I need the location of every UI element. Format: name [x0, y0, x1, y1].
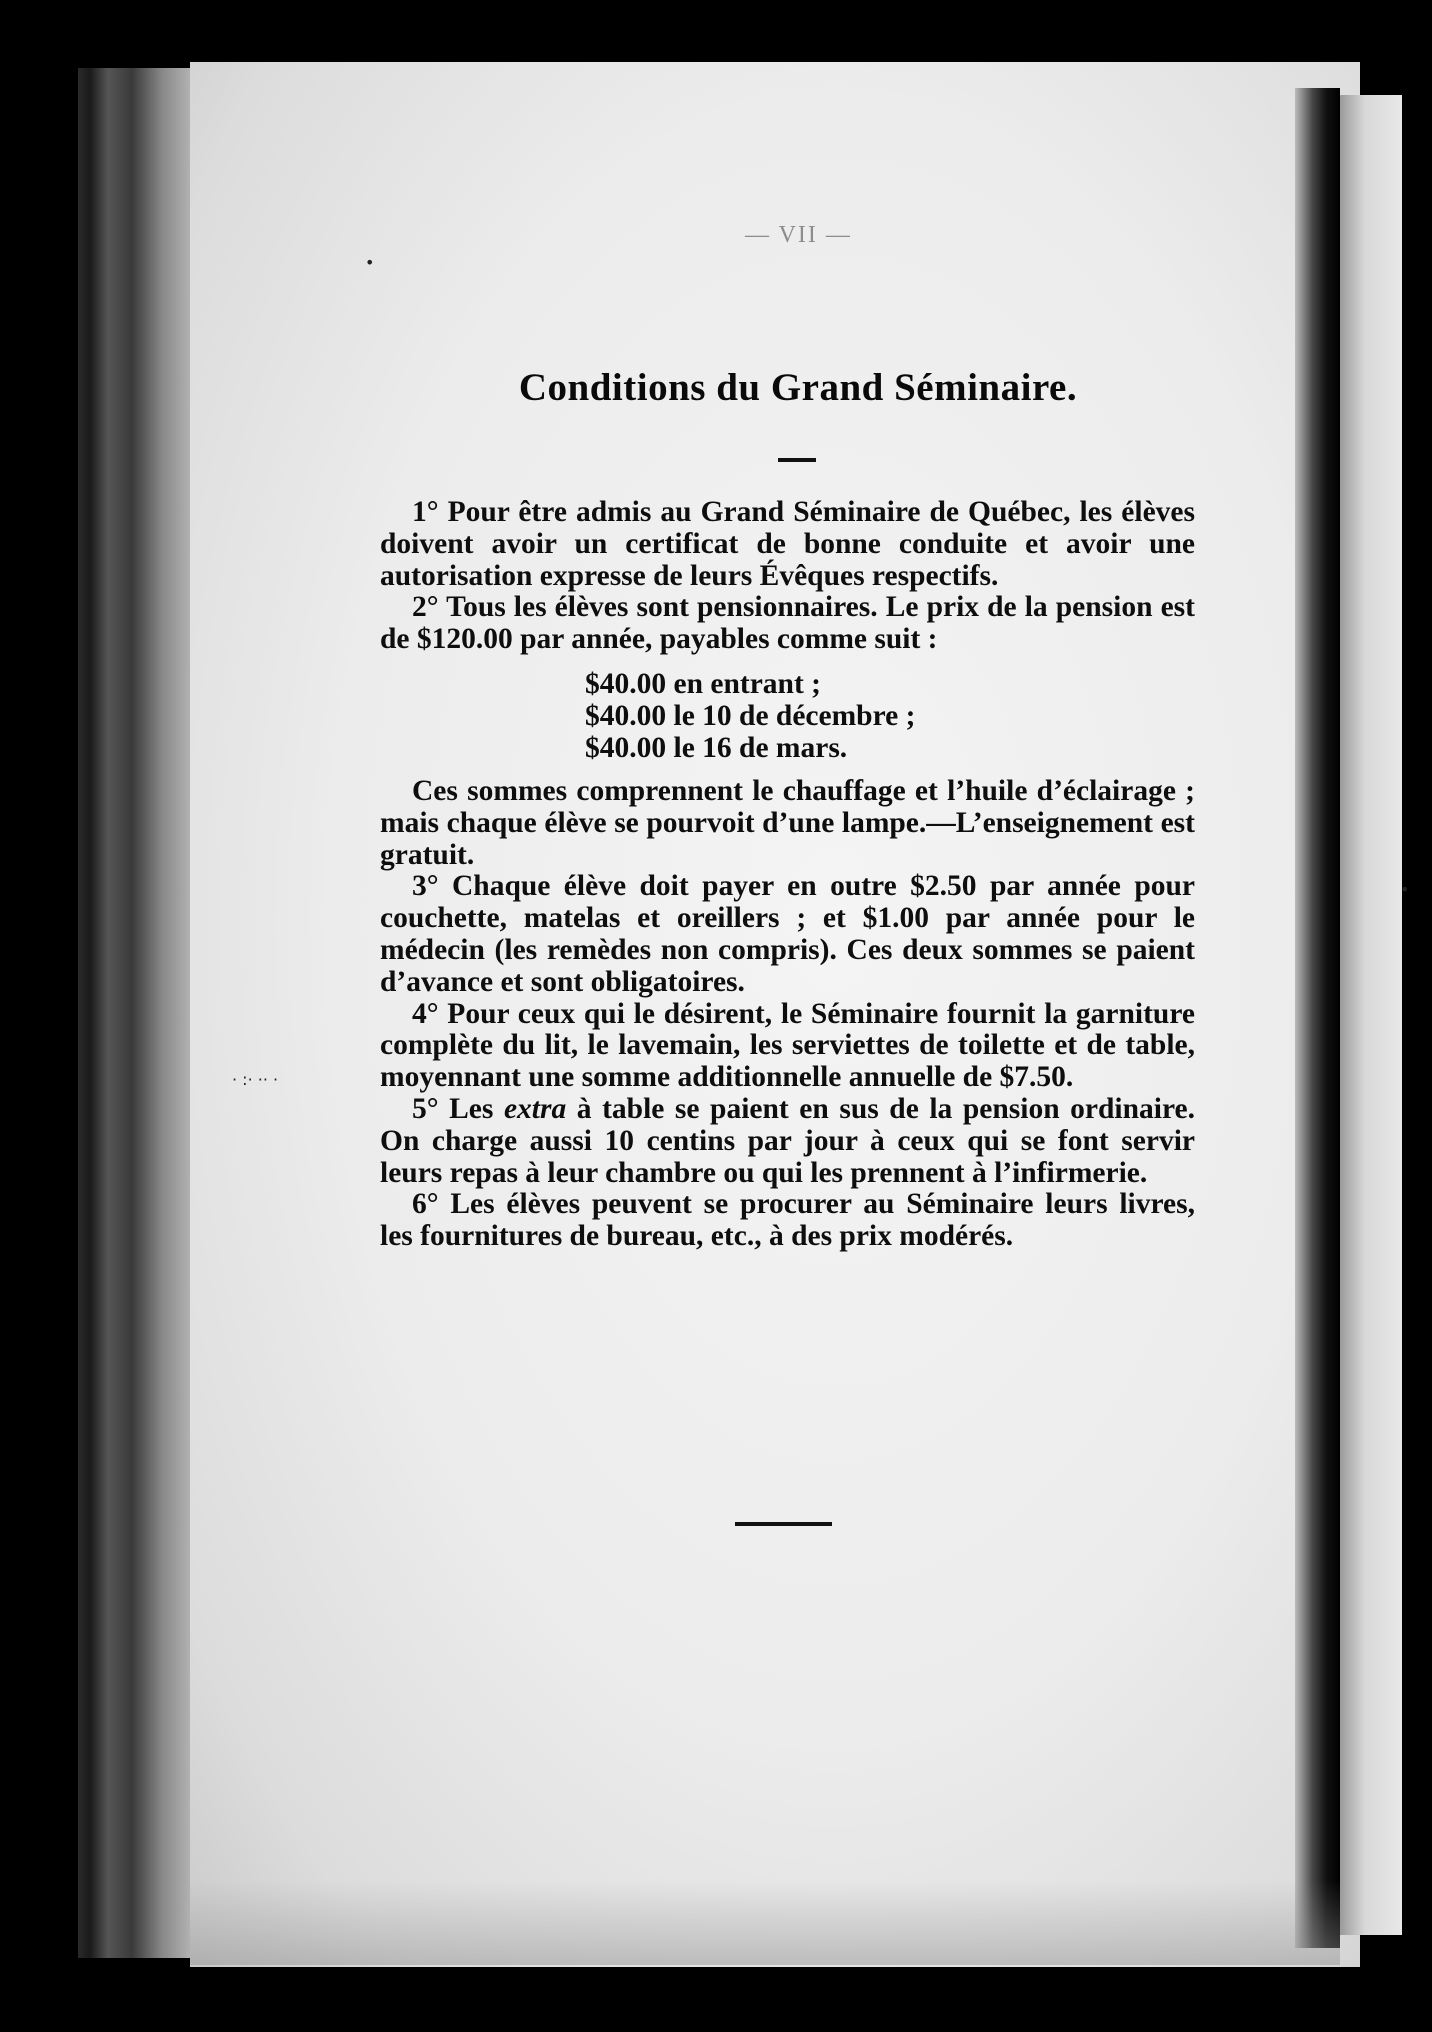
- paragraph-supplies: 6° Les élèves peuvent se procurer au Séminaire leurs livres, les fournitures de bureau, etc., à des prix modérés.: [380, 1188, 1195, 1253]
- paragraph-bedding: 4° Pour ceux qui le désirent, le Séminaire fournit la garniture complète du lit, le lavemain, les serviettes de toilette et de table, moyennant une somme additionnelle annuelle de $7.50.: [380, 997, 1195, 1094]
- title-rule: [778, 458, 816, 462]
- page-title: Conditions du Grand Séminaire.: [518, 366, 1078, 409]
- page-bottom-shadow: [190, 1880, 1340, 1965]
- meals-extra-italic: extra: [503, 1092, 567, 1125]
- page-edge-shadow: [1295, 88, 1340, 1948]
- meals-suffix: à table se paient en sus de la pension ordinaire. On charge aussi 10 centins par jour à ceux qui se font servir leurs repas à leur chambre ou qui les prennent à l’infirmerie.: [380, 1092, 1195, 1189]
- running-head: — VII —: [745, 222, 852, 248]
- meals-prefix: 5° Les: [412, 1092, 504, 1125]
- paragraph-pension: 2° Tous les élèves sont pensionnaires. Le prix de la pension est de $120.00 par année, payables comme suit :: [380, 591, 1195, 656]
- facing-page-edge: [1340, 95, 1402, 1935]
- scan-speck: •: [1400, 880, 1410, 899]
- end-rule: [735, 1522, 832, 1526]
- body-text: [380, 497, 1195, 1253]
- book-gutter: [78, 68, 198, 1958]
- scan-specks: · :· ·· ·: [232, 1070, 279, 1089]
- paragraph-extra-fees: 3° Chaque élève doit payer en outre $2.50 par année pour couchette, matelas et oreillers ; et $1.00 par année pour le médecin (les remèdes non compris). Ces deux sommes se paient d’avance et sont obligatoires.: [380, 870, 1195, 998]
- scan-speck: •: [365, 253, 375, 272]
- payment-item: $40.00 en entrant ;: [585, 667, 821, 700]
- paragraph-included-costs: Ces sommes comprennent le chauffage et l’huile d’éclairage ; mais chaque élève se pourvoit d’une lampe.—L’enseignement est gratuit.: [380, 774, 1195, 871]
- paragraph-meals: [380, 1094, 1195, 1189]
- payment-item: $40.00 le 16 de mars.: [585, 731, 848, 764]
- paragraph-admission: 1° Pour être admis au Grand Séminaire de Québec, les élèves doivent avoir un certificat de bonne conduite et avoir une autorisation expresse de leurs Évêques respectifs.: [380, 496, 1195, 592]
- payment-schedule: [380, 668, 1195, 764]
- payment-item: $40.00 le 10 de décembre ;: [585, 699, 916, 732]
